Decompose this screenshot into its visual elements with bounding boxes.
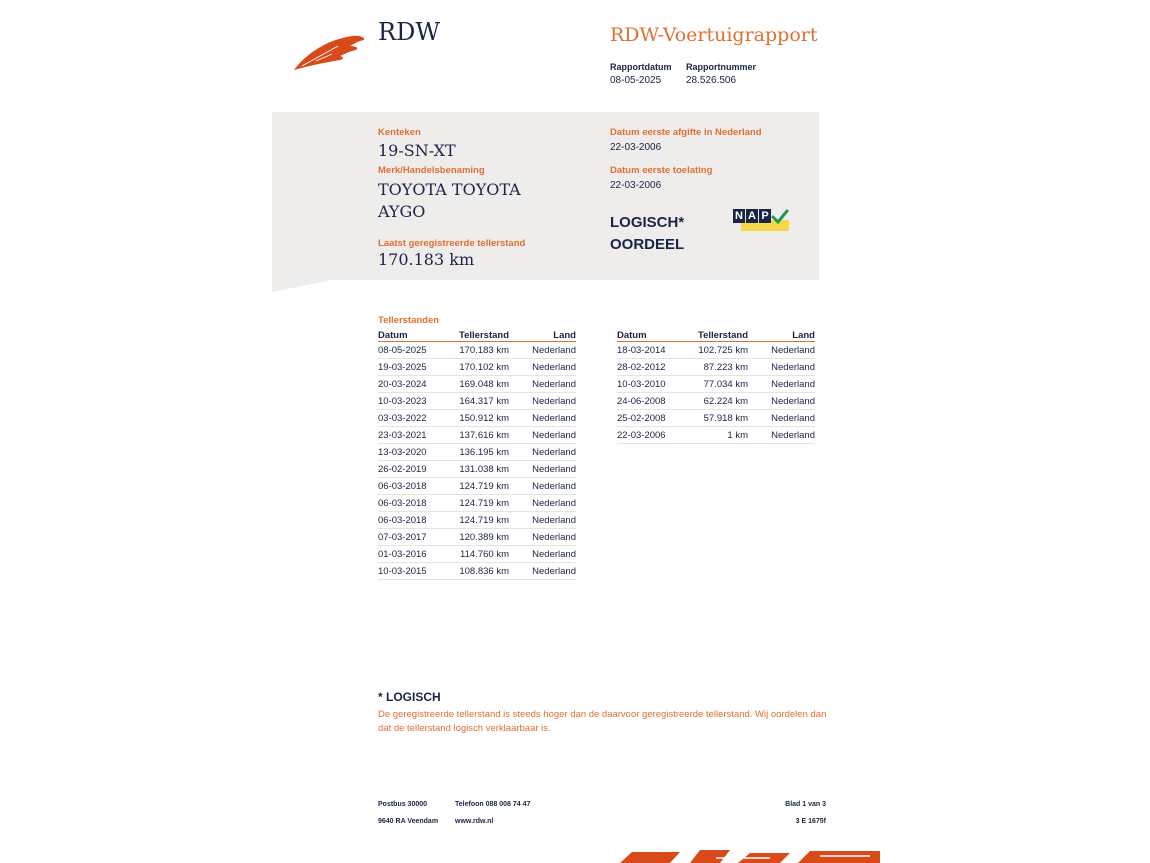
cell-tellerstand: 114.760 km xyxy=(456,546,509,563)
cell-datum: 03-03-2022 xyxy=(378,410,456,427)
cell-land: Nederland xyxy=(509,376,576,393)
cell-tellerstand: 131.038 km xyxy=(456,461,509,478)
toelating-label: Datum eerste toelating xyxy=(610,165,713,176)
rapportdatum-value: 08-05-2025 xyxy=(610,75,662,86)
oordeel-block xyxy=(610,212,684,256)
col-datum: Datum xyxy=(378,329,456,342)
tellerstanden-table-right xyxy=(617,329,815,444)
footer-telefoon: Telefoon 088 008 74 47 xyxy=(455,801,531,808)
cell-land: Nederland xyxy=(748,410,815,427)
cell-land: Nederland xyxy=(509,563,576,580)
vehicle-panel-tail xyxy=(272,280,332,292)
table-row xyxy=(378,393,576,410)
tellerstand-value: 170.183 km xyxy=(378,250,475,269)
cell-tellerstand: 136.195 km xyxy=(456,444,509,461)
table-row xyxy=(617,427,815,444)
footnote-title: * LOGISCH xyxy=(378,690,441,704)
table-row xyxy=(617,410,815,427)
cell-land: Nederland xyxy=(509,529,576,546)
col-land: Land xyxy=(748,329,815,342)
nap-letter-n: N xyxy=(733,209,745,223)
rapportdatum-label: Rapportdatum xyxy=(610,62,672,72)
cell-land: Nederland xyxy=(509,512,576,529)
cell-datum: 13-03-2020 xyxy=(378,444,456,461)
cell-land: Nederland xyxy=(509,478,576,495)
cell-tellerstand: 124.719 km xyxy=(456,495,509,512)
oordeel-line1: LOGISCH* xyxy=(610,214,685,231)
cell-datum: 24-06-2008 xyxy=(617,393,695,410)
table-row xyxy=(378,478,576,495)
col-tellerstand: Tellerstand xyxy=(456,329,509,342)
cell-tellerstand: 108.836 km xyxy=(456,563,509,580)
kenteken-label: Kenteken xyxy=(378,127,421,138)
footer-blad: Blad 1 van 3 xyxy=(785,801,826,808)
cell-land: Nederland xyxy=(509,410,576,427)
cell-tellerstand: 102.725 km xyxy=(695,342,748,359)
table-row xyxy=(378,376,576,393)
cell-datum: 01-03-2016 xyxy=(378,546,456,563)
footer-decoration-stripes-icon xyxy=(620,848,880,863)
oordeel-line2: OORDEEL xyxy=(610,236,685,253)
cell-datum: 10-03-2010 xyxy=(617,376,695,393)
merk-value-line1: TOYOTA TOYOTA xyxy=(378,180,521,199)
tellerstanden-title: Tellerstanden xyxy=(378,315,440,326)
cell-land: Nederland xyxy=(748,359,815,376)
cell-land: Nederland xyxy=(748,342,815,359)
cell-datum: 06-03-2018 xyxy=(378,478,456,495)
cell-datum: 26-02-2019 xyxy=(378,461,456,478)
tellerstand-label: Laatst geregistreerde tellerstand xyxy=(378,238,526,249)
table-row xyxy=(378,410,576,427)
cell-land: Nederland xyxy=(509,359,576,376)
table-row xyxy=(378,495,576,512)
cell-datum: 19-03-2025 xyxy=(378,359,456,376)
tellerstanden-table-left xyxy=(378,329,576,580)
afgifte-value: 22-03-2006 xyxy=(610,142,662,153)
merk-label: Merk/Handelsbenaming xyxy=(378,165,485,176)
table-row xyxy=(378,342,576,359)
cell-tellerstand: 87.223 km xyxy=(695,359,748,376)
table-row xyxy=(617,393,815,410)
cell-tellerstand: 124.719 km xyxy=(456,478,509,495)
cell-tellerstand: 150.912 km xyxy=(456,410,509,427)
rapportnummer-label: Rapportnummer xyxy=(686,62,757,72)
nap-check-icon xyxy=(771,209,789,225)
table-row xyxy=(378,529,576,546)
merk-value-line2: AYGO xyxy=(378,202,426,221)
cell-tellerstand: 170.102 km xyxy=(456,359,509,376)
cell-land: Nederland xyxy=(509,461,576,478)
cell-datum: 07-03-2017 xyxy=(378,529,456,546)
table-row xyxy=(617,342,815,359)
table-row xyxy=(617,359,815,376)
footer-code: 3 E 1675f xyxy=(795,818,826,825)
cell-datum: 06-03-2018 xyxy=(378,495,456,512)
cell-tellerstand: 77.034 km xyxy=(695,376,748,393)
table-row xyxy=(378,461,576,478)
table-row xyxy=(378,563,576,580)
cell-tellerstand: 120.389 km xyxy=(456,529,509,546)
cell-land: Nederland xyxy=(509,444,576,461)
rdw-logo-text: RDW xyxy=(378,18,440,46)
nap-letter-a: A xyxy=(746,209,758,223)
cell-land: Nederland xyxy=(509,342,576,359)
cell-tellerstand: 62.224 km xyxy=(695,393,748,410)
cell-datum: 18-03-2014 xyxy=(617,342,695,359)
col-land: Land xyxy=(509,329,576,342)
cell-datum: 25-02-2008 xyxy=(617,410,695,427)
cell-tellerstand: 57.918 km xyxy=(695,410,748,427)
cell-datum: 10-03-2015 xyxy=(378,563,456,580)
cell-tellerstand: 124.719 km xyxy=(456,512,509,529)
cell-datum: 06-03-2018 xyxy=(378,512,456,529)
toelating-value: 22-03-2006 xyxy=(610,180,662,191)
table-row xyxy=(617,376,815,393)
footer-plaats: 9640 RA Veendam xyxy=(378,818,439,825)
cell-tellerstand: 1 km xyxy=(695,427,748,444)
cell-datum: 20-03-2024 xyxy=(378,376,456,393)
table-row xyxy=(378,512,576,529)
report-title: RDW-Voertuigrapport xyxy=(610,24,818,46)
rdw-feather-logo-icon xyxy=(292,32,368,72)
afgifte-label: Datum eerste afgifte in Nederland xyxy=(610,127,762,138)
cell-land: Nederland xyxy=(748,393,815,410)
cell-datum: 08-05-2025 xyxy=(378,342,456,359)
footer-postbus: Postbus 30000 xyxy=(378,801,428,808)
cell-land: Nederland xyxy=(748,376,815,393)
cell-land: Nederland xyxy=(509,495,576,512)
cell-datum: 10-03-2023 xyxy=(378,393,456,410)
cell-land: Nederland xyxy=(509,393,576,410)
footer-website-link[interactable]: www.rdw.nl xyxy=(455,818,494,825)
rapportnummer-value: 28.526.506 xyxy=(686,75,737,86)
footnote-text: De geregistreerde tellerstand is steeds hoger dan de daarvoor geregistreerde tellerstand. Wij oordelen dan dat de tellerstand logisch verklaarbaar is. xyxy=(378,709,827,734)
cell-datum: 22-03-2006 xyxy=(617,427,695,444)
col-datum: Datum xyxy=(617,329,695,342)
col-tellerstand: Tellerstand xyxy=(695,329,748,342)
nap-badge xyxy=(733,209,789,233)
table-row xyxy=(378,546,576,563)
cell-tellerstand: 164.317 km xyxy=(456,393,509,410)
cell-tellerstand: 169.048 km xyxy=(456,376,509,393)
cell-tellerstand: 137.616 km xyxy=(456,427,509,444)
cell-tellerstand: 170.183 km xyxy=(456,342,509,359)
table-row xyxy=(378,427,576,444)
cell-datum: 28-02-2012 xyxy=(617,359,695,376)
cell-land: Nederland xyxy=(748,427,815,444)
cell-datum: 23-03-2021 xyxy=(378,427,456,444)
kenteken-value: 19-SN-XT xyxy=(378,141,456,160)
table-row xyxy=(378,359,576,376)
cell-land: Nederland xyxy=(509,427,576,444)
table-row xyxy=(378,444,576,461)
cell-land: Nederland xyxy=(509,546,576,563)
nap-letter-p: P xyxy=(759,209,771,223)
